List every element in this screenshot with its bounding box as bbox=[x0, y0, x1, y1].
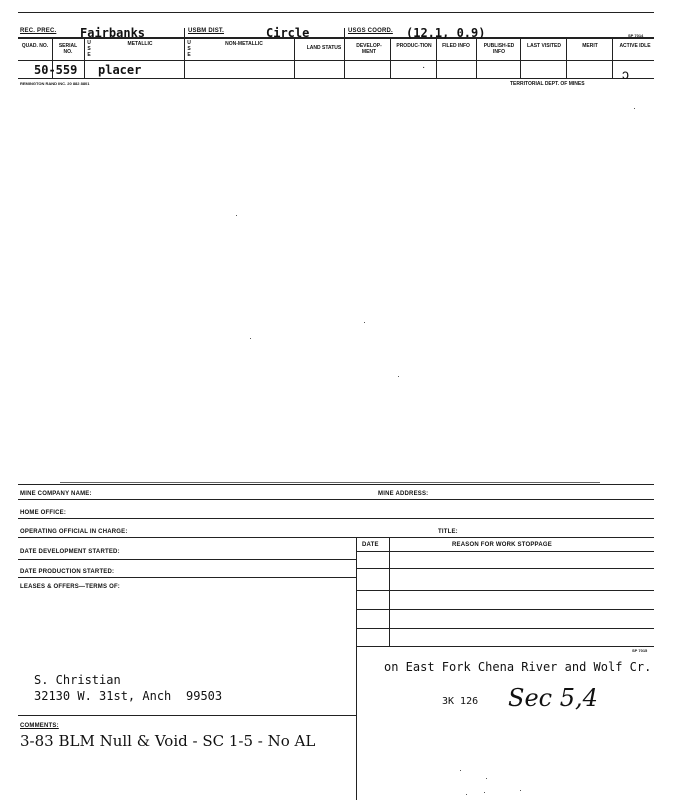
home-office-label: HOME OFFICE: bbox=[20, 510, 67, 516]
usbm-dist-label: USBM DIST. bbox=[188, 28, 225, 34]
title-label: TITLE: bbox=[438, 529, 458, 535]
printer-line: REMINGTON RAND INC. 20 882 8801 bbox=[20, 81, 90, 86]
territorial-dept: TERRITORIAL DEPT. OF MINES bbox=[510, 81, 585, 87]
comments-handwriting: 3-83 BLM Null & Void - SC 1-5 - No AL bbox=[20, 732, 316, 750]
col-development: DEVELOP-MENT bbox=[356, 43, 382, 55]
date-prod-started-label: DATE PRODUCTION STARTED: bbox=[20, 569, 115, 575]
col-nonmetallic: NON-METALLIC bbox=[225, 41, 263, 47]
usgs-coord-value: (12.1, 0.9) bbox=[406, 26, 486, 40]
col-serial-no: SERIAL NO. bbox=[58, 43, 78, 55]
col-filed-info: FILED INFO bbox=[442, 43, 470, 49]
owner-name: S. Christian bbox=[34, 673, 121, 687]
production-mark: · bbox=[422, 62, 426, 73]
col-metallic: METALLIC bbox=[127, 41, 153, 47]
owner-zip: 99503 bbox=[186, 689, 223, 703]
active-idle-mark: ↄ bbox=[622, 66, 629, 82]
col-land-status: LAND STATUS bbox=[306, 45, 342, 51]
col-merit: MERIT bbox=[582, 43, 598, 49]
rec-prec-label: REC. PREC. bbox=[20, 28, 57, 34]
usbm-dist-value: Circle bbox=[266, 26, 310, 40]
form-number-top: SP 7014 bbox=[628, 33, 644, 38]
form-number-bottom: SP 7015 bbox=[632, 648, 648, 653]
col-use-nonmetallic: U S E bbox=[187, 40, 191, 58]
owner-address: 32130 W. 31st, Anch bbox=[34, 689, 172, 703]
ref-handwriting: Sec 5,4 bbox=[508, 684, 598, 712]
col-active-idle: ACTIVE IDLE bbox=[619, 43, 651, 49]
reason-stoppage-label: REASON FOR WORK STOPPAGE bbox=[452, 542, 552, 548]
comments-label: COMMENTS: bbox=[20, 723, 59, 729]
mine-company-label: MINE COMPANY NAME: bbox=[20, 491, 92, 497]
mine-address-label: MINE ADDRESS: bbox=[378, 491, 429, 497]
leases-label: LEASES & OFFERS—TERMS OF: bbox=[20, 584, 121, 590]
col-use-metallic: U S E bbox=[87, 40, 91, 58]
col-quad-no: QUAD. NO. bbox=[21, 43, 49, 49]
col-last-visited: LAST VISITED bbox=[527, 43, 561, 49]
usgs-coord-label: USGS COORD. bbox=[348, 28, 393, 34]
col-published-info: PUBLISH-ED INFO bbox=[483, 43, 515, 55]
location-text: on East Fork Chena River and Wolf Cr. bbox=[384, 660, 652, 674]
quad-serial-value: 50-559 bbox=[34, 63, 78, 77]
col-production: PRODUC-TION bbox=[396, 43, 432, 49]
date-col-label: DATE bbox=[362, 542, 379, 548]
metallic-value: placer bbox=[98, 63, 142, 77]
date-dev-started-label: DATE DEVELOPMENT STARTED: bbox=[20, 549, 120, 555]
ref-code: 3K 126 bbox=[442, 696, 479, 707]
operating-official-label: OPERATING OFFICIAL IN CHARGE: bbox=[20, 529, 128, 535]
rec-prec-value: Fairbanks bbox=[80, 26, 146, 40]
